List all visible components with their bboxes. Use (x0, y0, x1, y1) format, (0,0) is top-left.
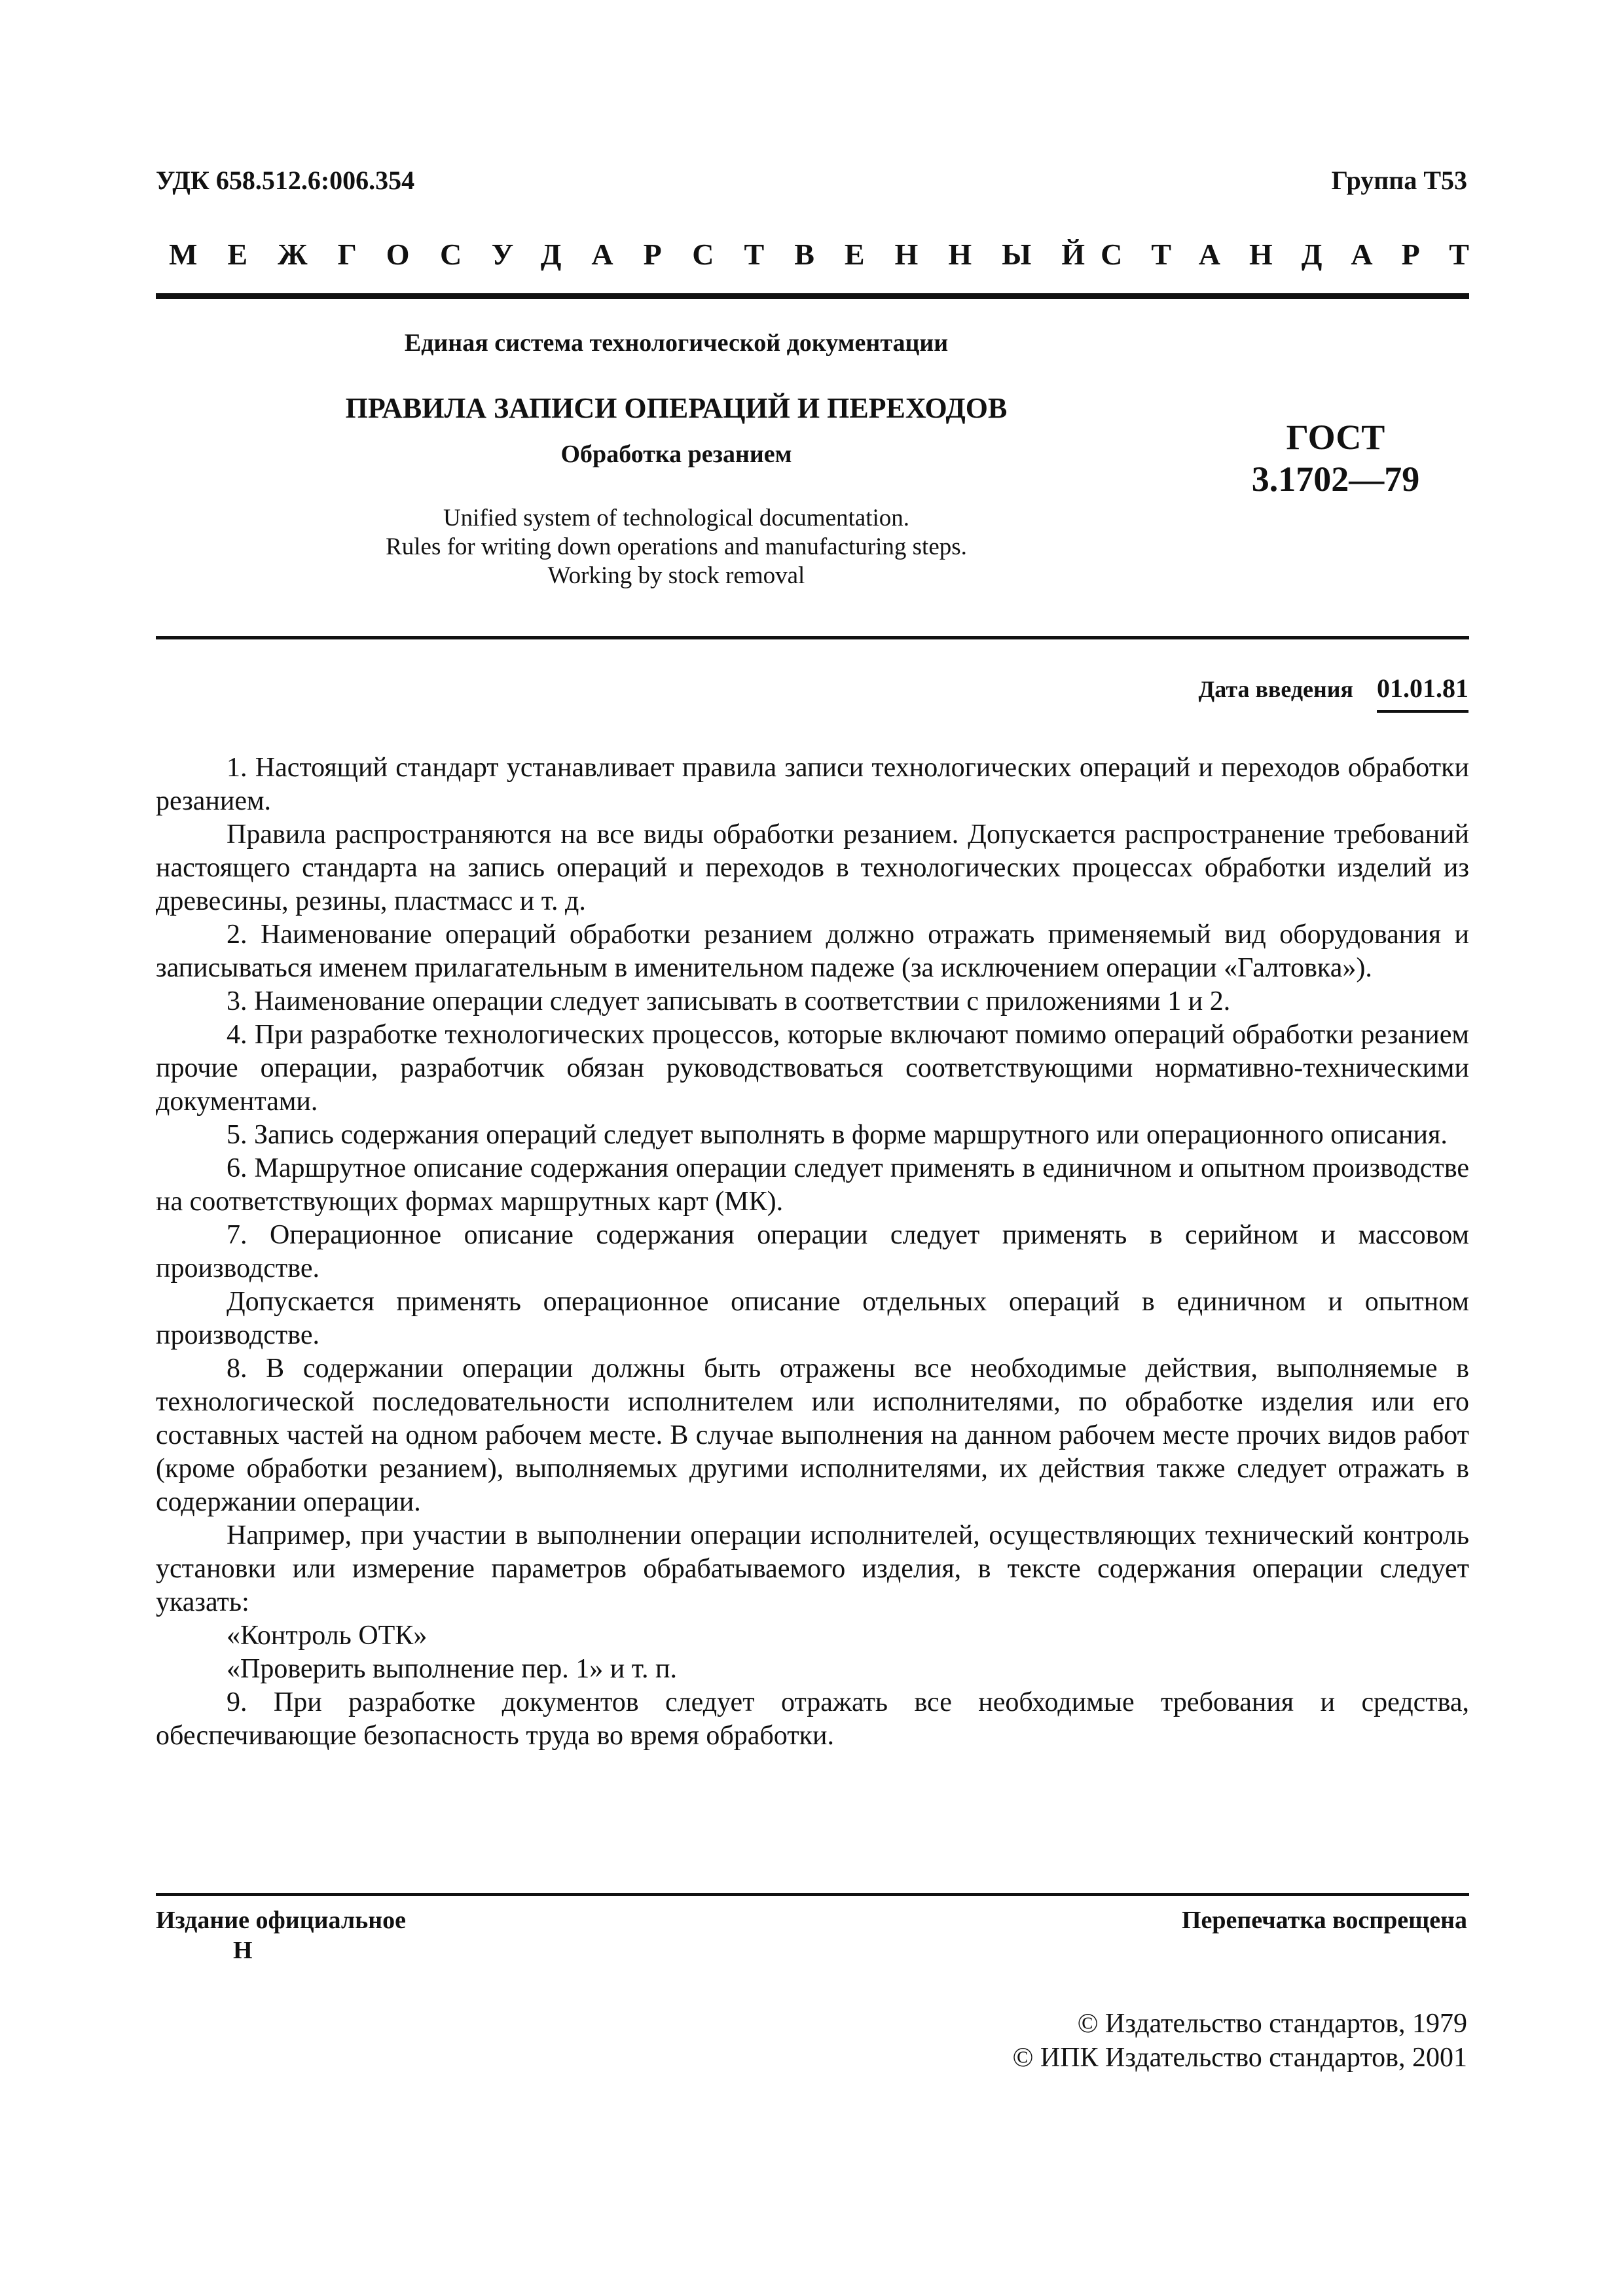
example-line: «Контроль ОТК» (227, 1621, 428, 1651)
official-edition: Издание официальное (156, 1907, 407, 1934)
document-body (156, 751, 1469, 1753)
date-label: Дата введения (1198, 676, 1353, 702)
paragraph: Допускается применять операционное описание отдельных операций в единичном и опытном производстве. (156, 1287, 1469, 1350)
standard-banner (156, 237, 1498, 283)
introduction-date (1199, 673, 1469, 713)
paragraph: Правила распространяются на все виды обработки резанием. Допускается распространение требований настоящего стандарта на запись операций и переходов в технологических процессах обработки изделий из древесины, резины, пластмасс и т. д. (156, 819, 1469, 916)
example-line: «Проверить выполнение пер. 1» и т. п. (227, 1654, 677, 1684)
paragraph: 6. Маршрутное описание содержания операции следует применять в единичном и опытном производстве на соответствующих формах маршрутных карт (МК). (156, 1153, 1469, 1217)
gost-designation (1201, 416, 1470, 500)
banner-interstate: МЕЖГОСУДАРСТВЕННЫЙ (169, 238, 1116, 271)
paragraph: Например, при участии в выполнении операции исполнителей, осуществляющих технический контроль установки или измерение параметров обрабатываемого изделия, в тексте содержания операции следует указать: (156, 1520, 1469, 1617)
group-code: Группа Т53 (1331, 166, 1467, 195)
paragraph: 8. В содержании операции должны быть отражены все необходимые действия, выполняемые в технологической последовательности исполнителем или исполнителями, по обработке изделия или его составных частей на одном рабочем месте. В случае выполнения на данном рабочем месте прочих видов работ (кроме обработки резанием), выполняемых другими исполнителями, их действия также следует отражать в содержании операции. (156, 1354, 1469, 1517)
paragraph: 9. При разработке документов следует отражать все необходимые требования и средства, обеспечивающие безопасность труда во время обработки. (156, 1687, 1469, 1751)
footer-divider (156, 1893, 1469, 1896)
reprint-prohibited: Перепечатка воспрещена (1181, 1907, 1467, 1934)
paragraph: 7. Операционное описание содержания операции следует применять в серийном и массовом производстве. (156, 1220, 1469, 1283)
document-title: ПРАВИЛА ЗАПИСИ ОПЕРАЦИЙ И ПЕРЕХОДОВ (345, 392, 1008, 424)
gost-number: 3.1702—79 (1251, 459, 1420, 499)
english-line: Working by stock removal (547, 562, 805, 589)
paragraph: 5. Запись содержания операций следует выполнять в форме маршрутного или операционного описания. (227, 1120, 1448, 1150)
english-line: Rules for writing down operations and manufacturing steps. (386, 533, 967, 560)
paragraph: 1. Настоящий стандарт устанавливает правила записи технологических операций и переходов обработки резанием. (156, 753, 1469, 816)
copyright-block (1012, 2007, 1467, 2075)
edition-letter: Н (233, 1937, 253, 1964)
copyright-line: © ИПК Издательство стандартов, 2001 (1012, 2043, 1467, 2073)
banner-standard: СТАНДАРТ (1101, 238, 1498, 271)
paragraph: 3. Наименование операции следует записывать в соответствии с приложениями 1 и 2. (227, 986, 1231, 1016)
english-line: Unified system of technological documentation. (443, 505, 910, 531)
english-title (156, 504, 1197, 590)
udk-code: УДК 658.512.6:006.354 (156, 166, 415, 195)
system-name: Единая система технологической документации (404, 329, 949, 357)
title-divider (156, 636, 1469, 639)
document-subtitle: Обработка резанием (560, 440, 792, 468)
paragraph: 4. При разработке технологических процессов, которые включают помимо операций обработки резанием прочие операции, разработчик обязан руководствоваться соответствующими нормативно-техническими документами. (156, 1020, 1469, 1117)
copyright-line: © Издательство стандартов, 1979 (1077, 2009, 1467, 2039)
date-value: 01.01.81 (1377, 673, 1468, 713)
gost-label: ГОСТ (1286, 418, 1385, 457)
paragraph: 2. Наименование операций обработки резанием должно отражать применяемый вид оборудования и записываться именем прилагательным в именительном падеже (за исключением операции «Галтовка»). (156, 920, 1469, 983)
header-divider (156, 293, 1469, 299)
